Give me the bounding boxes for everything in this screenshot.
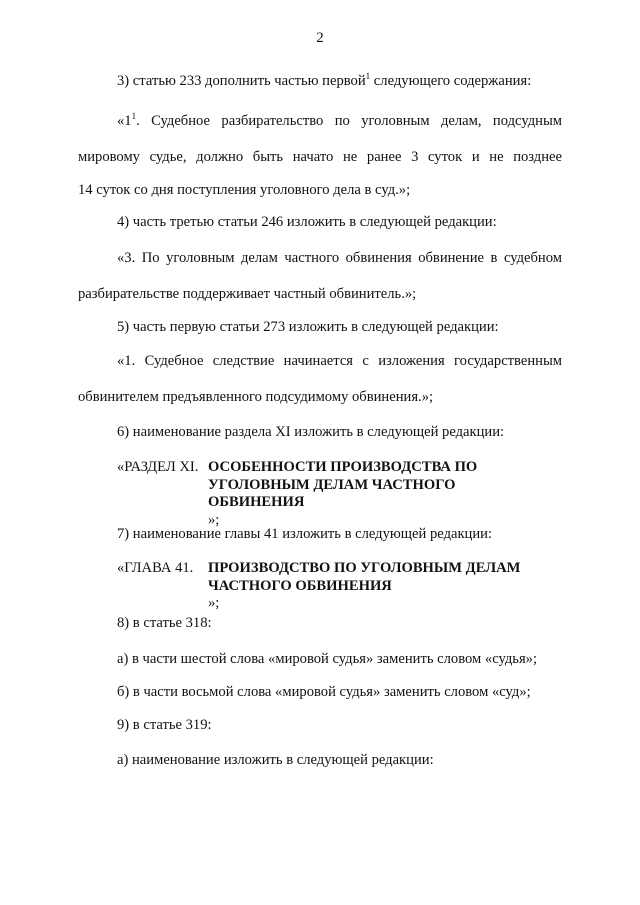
heading-line: ОСОБЕННОСТИ ПРОИЗВОДСТВА ПО xyxy=(208,459,478,475)
paragraph-article-233 xyxy=(117,72,531,90)
chapter-heading-prefix: «ГЛАВА 41. xyxy=(117,560,194,576)
paragraph-section-xi: 6) наименование раздела XI изложить в следующей редакции: xyxy=(117,424,505,440)
quote-273-line-1: «1. Судебное следствие начинается с изложения государственным xyxy=(117,353,562,369)
heading-line: ЧАСТНОГО ОБВИНЕНИЯ xyxy=(208,577,392,594)
chapter-heading-title xyxy=(208,560,520,613)
superscript: 1 xyxy=(131,111,137,121)
quote-open: «1 xyxy=(117,113,132,129)
paragraph-text: . Судебное разбирательство по уголовным делам, подсудным xyxy=(136,113,562,129)
quote-273-line-2: обвинителем предъявленного подсудимому обвинения.»; xyxy=(78,389,434,405)
paragraph-article-246: 4) часть третью статьи 246 изложить в следующей редакции: xyxy=(117,214,497,230)
heading-line: ОБВИНЕНИЯ xyxy=(208,494,305,510)
heading-line: УГОЛОВНЫМ ДЕЛАМ ЧАСТНОГО xyxy=(208,476,456,493)
quote-246-line-2: разбирательстве поддерживает частный обвинитель.»; xyxy=(78,286,417,302)
paragraph-article-319: 9) в статье 319: xyxy=(117,717,212,733)
heading-tail: »; xyxy=(208,595,220,611)
paragraph-318-a: а) в части шестой слова «мировой судья» заменить словом «судья»; xyxy=(117,651,538,667)
quote-line-2: мировому судье, должно быть начато не ранее 3 суток и не позднее xyxy=(78,149,562,165)
paragraph-text: следующего содержания: xyxy=(370,73,532,89)
page-number: 2 xyxy=(316,30,324,46)
paragraph-319-a: а) наименование изложить в следующей редакции: xyxy=(117,752,434,768)
paragraph-text: 3) статью 233 дополнить частью первой xyxy=(117,73,366,89)
paragraph-article-273: 5) часть первую статьи 273 изложить в следующей редакции: xyxy=(117,319,499,335)
heading-line: ПРОИЗВОДСТВО ПО УГОЛОВНЫМ ДЕЛАМ xyxy=(208,560,521,576)
quote-line-1 xyxy=(117,112,562,130)
heading-tail: »; xyxy=(208,511,220,528)
quote-line-3: 14 суток со дня поступления уголовного дела в суд.»; xyxy=(78,182,411,198)
paragraph-article-318: 8) в статье 318: xyxy=(117,615,212,631)
section-heading-title xyxy=(208,459,477,529)
quote-246-line-1: «3. По уголовным делам частного обвинения обвинение в судебном xyxy=(117,250,562,266)
paragraph-chapter-41: 7) наименование главы 41 изложить в следующей редакции: xyxy=(117,526,493,542)
superscript: 1 xyxy=(365,71,371,81)
section-heading-prefix: «РАЗДЕЛ XI. xyxy=(117,459,199,475)
paragraph-318-b: б) в части восьмой слова «мировой судья» заменить словом «суд»; xyxy=(117,684,531,700)
